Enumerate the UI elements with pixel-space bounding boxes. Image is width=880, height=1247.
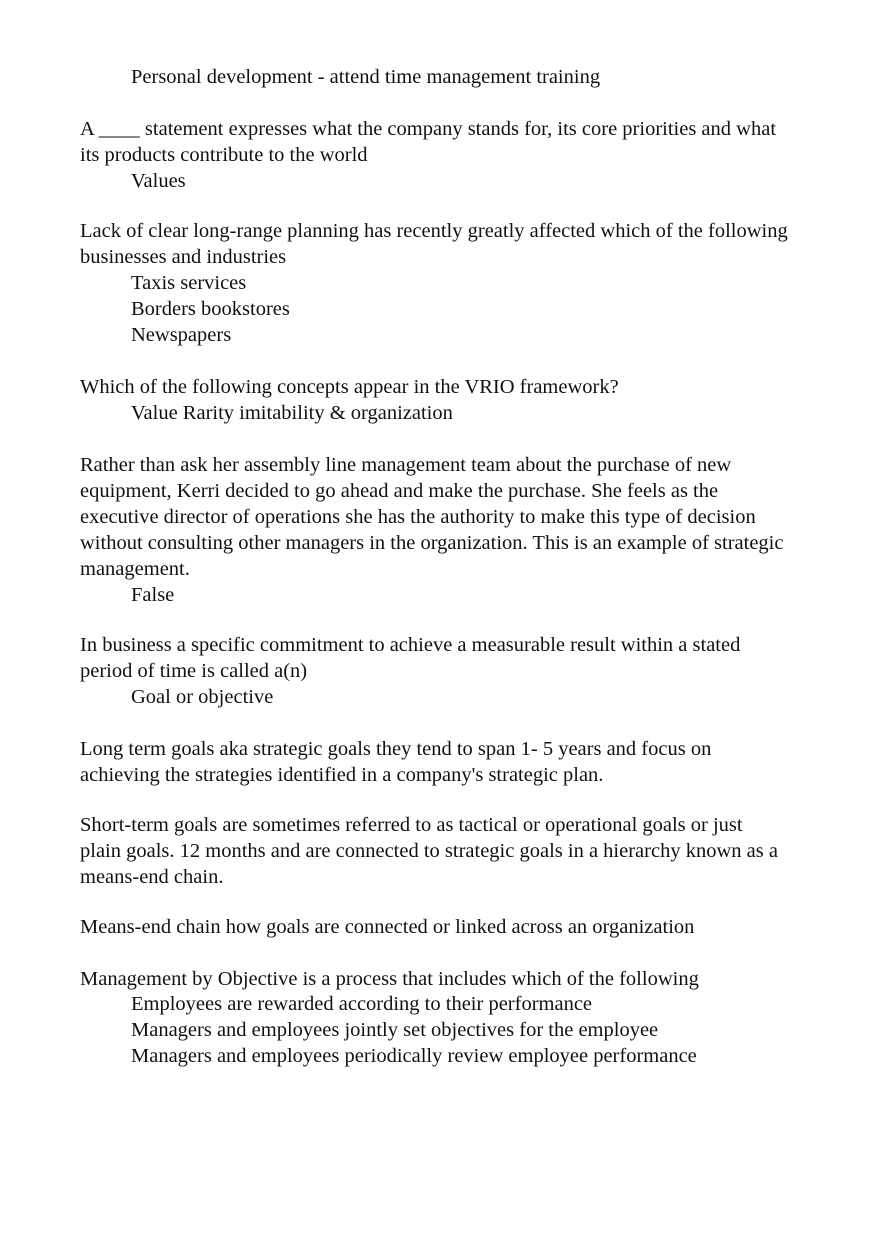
answer-text: Newspapers <box>131 324 232 346</box>
paragraph-text: plain goals. 12 months and are connected to strategic goals in a hierarchy known as a <box>80 840 778 862</box>
question-text: period of time is called a(n) <box>80 660 308 682</box>
truncated-answer <box>131 1043 781 1067</box>
question-text: management. <box>80 558 190 580</box>
question-text: Which of the following concepts appear in the VRIO framework? <box>80 376 619 398</box>
question-text: Lack of clear long-range planning has recently greatly affected which of the following <box>80 220 788 242</box>
question-text: equipment, Kerri decided to go ahead and make the purchase. She feels as the <box>80 480 719 502</box>
answer-text: Managers and employees jointly set objectives for the employee <box>131 1019 659 1041</box>
answer-text: Personal development - attend time management training <box>131 66 601 88</box>
answer-text: Goal or objective <box>131 686 274 708</box>
paragraph-text: Means-end chain how goals are connected or linked across an organization <box>80 916 695 938</box>
answer-text: False <box>131 584 175 606</box>
answer-text: Values <box>131 170 186 192</box>
question-text: executive director of operations she has the authority to make this type of decision <box>80 506 756 528</box>
answer-text: Borders bookstores <box>131 298 290 320</box>
answer-text: Employees are rewarded according to their performance <box>131 993 593 1015</box>
paragraph-text: means-end chain. <box>80 866 224 888</box>
question-text: Management by Objective is a process that includes which of the following <box>80 968 699 990</box>
answer-text: Taxis services <box>131 272 247 294</box>
paragraph-text: Short-term goals are sometimes referred to as tactical or operational goals or just <box>80 814 743 836</box>
answer-text: Value Rarity imitability & organization <box>131 402 453 424</box>
paragraph-text: Long term goals aka strategic goals they tend to span 1- 5 years and focus on <box>80 738 712 760</box>
question-text: In business a specific commitment to achieve a measurable result within a stated <box>80 634 741 656</box>
question-text: A ____ statement expresses what the company stands for, its core priorities and what <box>80 118 777 140</box>
question-text: its products contribute to the world <box>80 144 368 166</box>
question-text: Rather than ask her assembly line management team about the purchase of new <box>80 454 732 476</box>
paragraph-text: achieving the strategies identified in a company's strategic plan. <box>80 764 604 786</box>
question-text: without consulting other managers in the organization. This is an example of strategic <box>80 532 784 554</box>
answer-text: Managers and employees periodically review employee performance <box>131 1045 697 1067</box>
question-text: businesses and industries <box>80 246 287 268</box>
